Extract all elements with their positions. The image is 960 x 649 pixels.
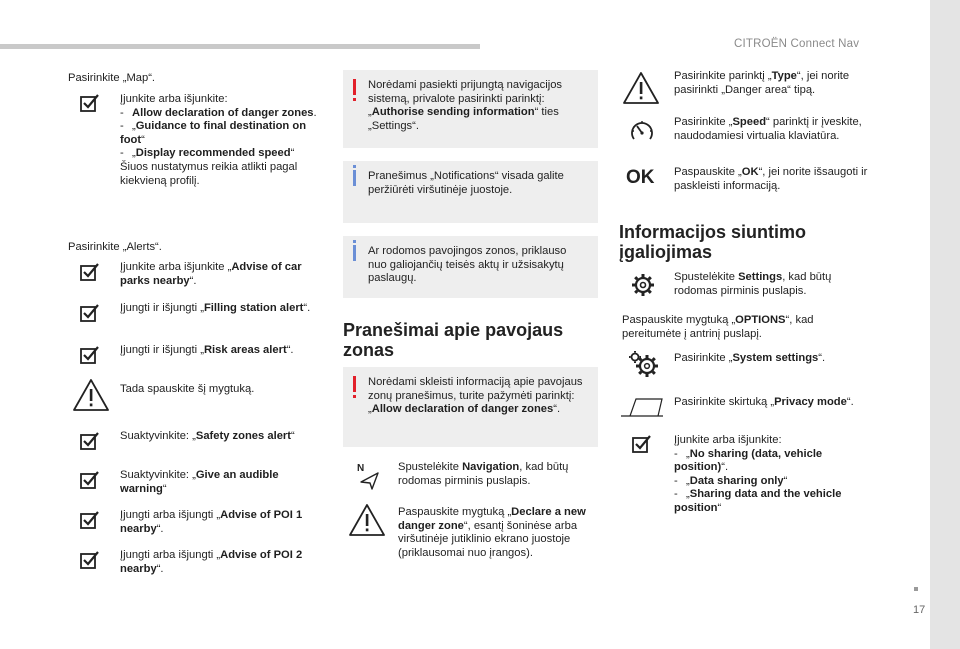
warning-box-text: Norėdami skleisti informaciją apie pavojaus zonų pranešimus, turite pažymėti parinktį: „Allow declaration of danger zones“. xyxy=(368,376,583,416)
declare-step: Paspauskite mygtuką „Declare a new danger zone“, esantį šoninėse arba viršutinėje jutiklinio ekrano juostoje (priklausomai nuo įrangos). xyxy=(398,506,586,559)
info-box-text: Pranešimus „Notifications“ visada galite peržiūrėti viršutinėje juostoje. xyxy=(368,170,564,196)
alerts-intro: Pasirinkite „Alerts“. xyxy=(68,241,162,253)
map-note: Šiuos nustatymus reikia atlikti pagal kiekvieną profilį. xyxy=(120,160,298,187)
speedometer-icon xyxy=(628,117,656,145)
info-box-text: Ar rodomos pavojingos zonos, priklauso nuo galiojančių teisės aktų ir užsisakytų paslaugų. xyxy=(368,245,567,285)
section-heading-sharing-authorisation: Informacijos siuntimo įgaliojimas xyxy=(619,222,807,262)
navigation-arrow-icon xyxy=(356,462,382,490)
alert-step: Suaktyvinkite: „Give an audible warning“ xyxy=(120,469,279,495)
check-box-icon xyxy=(80,345,100,365)
privacy-option-1: - „No sharing (data, vehicle position)“. xyxy=(674,447,823,474)
warning-box-declaration xyxy=(343,367,598,447)
warning-triangle-icon xyxy=(348,503,386,537)
warning-mark xyxy=(353,376,356,392)
warning-triangle-icon xyxy=(72,378,110,412)
map-option-1: - Allow declaration of danger zones. xyxy=(120,106,317,119)
privacy-option-2: - „Data sharing only“ xyxy=(674,474,788,487)
map-option-2: - „Guidance to final destination on foot“ xyxy=(120,120,307,146)
alert-step: Įjungti arba išjungti „Advise of POI 2 nearby“. xyxy=(120,549,303,575)
warning-triangle-icon xyxy=(622,71,660,105)
map-intro xyxy=(68,72,155,86)
ok-icon: OK xyxy=(626,167,655,188)
tab-icon xyxy=(620,396,664,418)
page-edge-strip xyxy=(930,0,960,649)
info-box-legal xyxy=(343,236,598,298)
alert-step: Tada spauskite šį mygtuką. xyxy=(120,383,255,395)
check-box-icon xyxy=(80,431,100,451)
system-settings-step: Pasirinkite „System settings“. xyxy=(674,352,826,364)
info-box-notifications xyxy=(343,161,598,223)
info-mark xyxy=(353,245,356,261)
alert-step: Įjungti ir išjungti „Filling station alert“. xyxy=(120,302,311,314)
header-bar xyxy=(0,44,480,49)
map-option-3: - „Display recommended speed“ xyxy=(120,147,295,160)
map-enable-lead: Įjunkite arba išjunkite: xyxy=(120,93,228,105)
alert-step: Suaktyvinkite: „Safety zones alert“ xyxy=(120,430,295,442)
section-heading-danger-zones: Pranešimai apie pavojaus zonas xyxy=(343,320,564,360)
type-step: Pasirinkite parinktį „Type“, jei norite pasirinkti „Danger area“ tipą. xyxy=(674,70,850,96)
check-box-icon xyxy=(80,510,100,530)
page-marker xyxy=(914,587,918,591)
brand-header: CITROËN Connect Nav xyxy=(734,38,860,50)
check-box-icon xyxy=(80,470,100,490)
check-box-icon xyxy=(632,434,652,454)
check-box-icon xyxy=(80,262,100,282)
navigation-step: Spustelėkite Navigation, kad būtų rodomas pirminis puslapis. xyxy=(398,461,569,487)
map-options xyxy=(120,93,320,188)
privacy-option-3: - „Sharing data and the vehicle position“ xyxy=(674,488,842,514)
page-number: 17 xyxy=(913,604,926,616)
map-intro-text: Pasirinkite „Map“. xyxy=(68,72,156,84)
check-box-icon xyxy=(80,550,100,570)
ok-step: Paspauskite „OK“, jei norite išsaugoti ir paskleisti informaciją. xyxy=(674,166,868,192)
alert-step: Įjunkite arba išjunkite „Advise of car parks nearby“. xyxy=(120,261,302,287)
warning-mark xyxy=(353,79,356,95)
privacy-options xyxy=(674,434,879,516)
gear-icon xyxy=(630,272,656,298)
warning-box-authorise xyxy=(343,70,598,148)
settings-step: Spustelėkite Settings, kad būtų rodomas pirminis puslapis. xyxy=(674,271,832,297)
double-gear-icon xyxy=(628,350,660,380)
privacy-step: Pasirinkite skirtuką „Privacy mode“. xyxy=(674,396,854,408)
alert-step: Įjungti ir išjungti „Risk areas alert“. xyxy=(120,344,294,356)
check-box-icon xyxy=(80,93,100,113)
privacy-lead: Įjunkite arba išjunkite: xyxy=(674,434,782,446)
options-line: Paspauskite mygtuką „OPTIONS“, kad pereitumėte į antrinį puslapį. xyxy=(622,314,814,340)
speed-step: Pasirinkite „Speed“ parinktį ir įveskite, naudodamiesi virtualia klaviatūra. xyxy=(674,116,862,142)
warning-box-text: Norėdami pasiekti prijungtą navigacijos sistemą, privalote pasirinkti parinktį: „Authorise sending information“ ties „Settings“. xyxy=(368,79,563,132)
alert-step: Įjungti arba išjungti „Advise of POI 1 nearby“. xyxy=(120,509,303,535)
info-mark xyxy=(353,170,356,186)
svg-text:N: N xyxy=(357,463,365,474)
check-box-icon xyxy=(80,303,100,323)
